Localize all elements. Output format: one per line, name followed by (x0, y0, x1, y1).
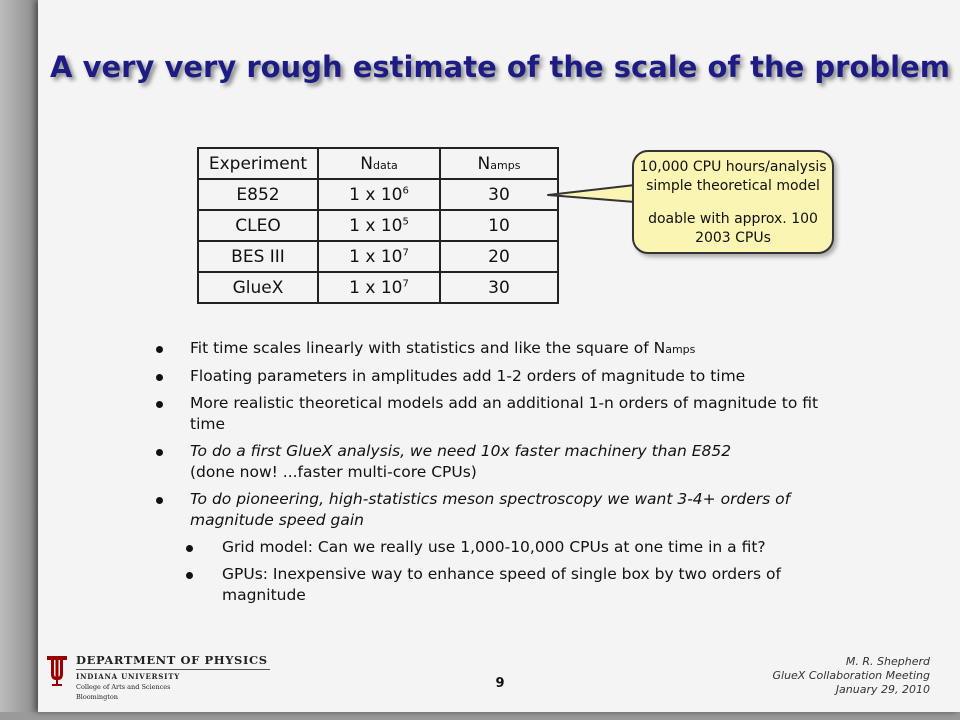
callout-line: simple theoretical model (646, 178, 820, 194)
list-item: GPUs: Inexpensive way to enhance speed of single box by two orders of magnitude (156, 564, 836, 606)
header-ndata: Ndata (318, 148, 440, 179)
cell-experiment: E852 (198, 179, 318, 210)
callout-line: doable with approx. 100 (648, 211, 818, 227)
table-row (198, 210, 558, 241)
table-header-row (198, 148, 558, 179)
cell-ndata: 1 x $10^7$ (318, 241, 440, 272)
department-block (76, 653, 270, 701)
author-name: M. R. Shepherd (845, 655, 930, 668)
cell-experiment: CLEO (198, 210, 318, 241)
list-item: More realistic theoretical models add an additional 1-n orders of magnitude to fit time (156, 393, 836, 435)
department-name: DEPARTMENT OF PHYSICS (76, 653, 270, 670)
header-namps: Namps (440, 148, 558, 179)
university-name: INDIANA UNIVERSITY (76, 672, 181, 681)
cell-namps: 30 (440, 179, 558, 210)
table-row (198, 272, 558, 303)
cell-experiment: GlueX (198, 272, 318, 303)
campus-name: Bloomington (76, 693, 118, 701)
iu-trident-logo-icon (45, 654, 69, 686)
estimate-table (197, 147, 559, 304)
meeting-date: January 29, 2010 (835, 683, 930, 696)
left-window-edge (0, 0, 38, 720)
list-item: Grid model: Can we really use 1,000-10,000 CPUs at one time in a fit? (156, 537, 836, 558)
header-experiment: Experiment (198, 148, 318, 179)
bullet-list (156, 338, 836, 612)
cell-ndata: 1 x $10^7$ (318, 272, 440, 303)
author-block (772, 655, 930, 697)
cell-ndata: 1 x $10^5$ (318, 210, 440, 241)
table-row (198, 179, 558, 210)
slide (38, 0, 960, 712)
callout-line: 2003 CPUs (695, 230, 771, 246)
bottom-window-edge (0, 712, 960, 720)
meeting-name: GlueX Collaboration Meeting (772, 669, 930, 682)
list-item: To do a first GlueX analysis, we need 10x faster machinery than E852 (done now! ...faster multi-core CPUs) (156, 441, 836, 483)
list-item: Fit time scales linearly with statistics and like the square of Namps (156, 338, 836, 360)
table-row (198, 241, 558, 272)
cell-namps: 30 (440, 272, 558, 303)
cell-namps: 20 (440, 241, 558, 272)
callout-box (632, 150, 834, 254)
cell-namps: 10 (440, 210, 558, 241)
callout-line: 10,000 CPU hours/analysis (639, 159, 827, 175)
page-number: 9 (495, 676, 505, 691)
cell-ndata: 1 x $10^6$ (318, 179, 440, 210)
cell-experiment: BES III (198, 241, 318, 272)
college-name: College of Arts and Sciences (76, 683, 171, 691)
list-item: Floating parameters in amplitudes add 1-2 orders of magnitude to time (156, 366, 836, 387)
slide-title: A very very rough estimate of the scale of the problem (50, 50, 950, 84)
list-item: To do pioneering, high-statistics meson spectroscopy we want 3-4+ orders of magnitude speed gain (156, 489, 836, 531)
